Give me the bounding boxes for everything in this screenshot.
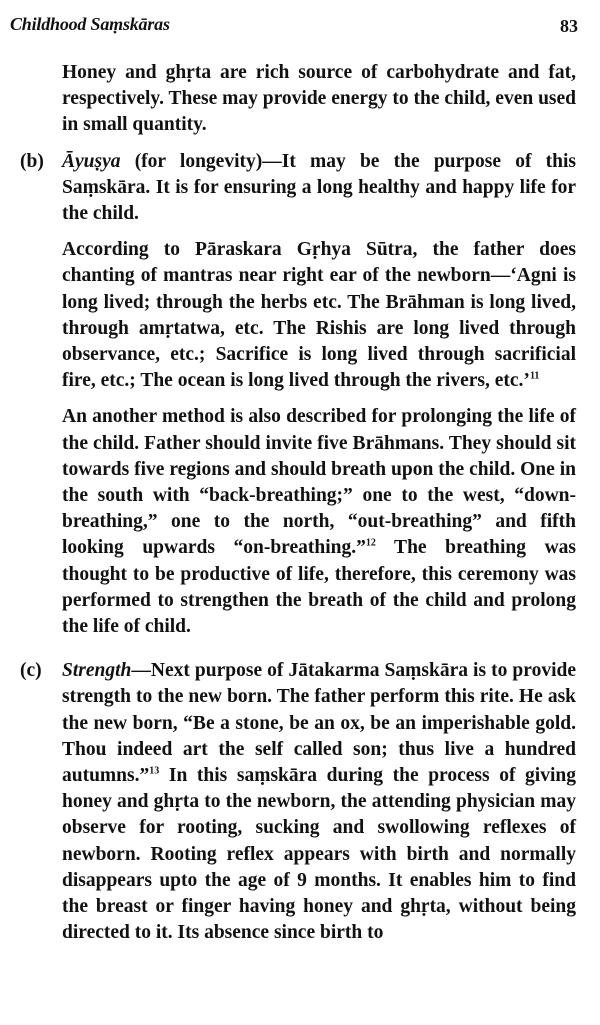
paragraph-b	[62, 149, 576, 228]
running-head: Childhood Saṃskāras	[10, 14, 170, 34]
list-item-c	[0, 658, 600, 946]
list-marker-c: (c)	[20, 660, 42, 682]
page-header	[10, 14, 578, 42]
footnote-ref-12: 12	[365, 537, 376, 549]
footnote-ref-11: 11	[529, 370, 540, 382]
paragraph-b-text: (for longevity)—It may be the purpose of this Saṃskāra. It is for ensuring a long healthy and happy life for the child.	[62, 150, 576, 225]
paragraph-c	[62, 658, 576, 946]
paragraph-intro: Honey and ghṛta are rich source of carbohydrate and fat, respectively. These may provide energy to the child, even used in small quantity.	[62, 62, 577, 136]
list-marker-b: (b)	[20, 150, 44, 172]
paragraph-b-2	[0, 237, 600, 394]
term-strength: Strength	[62, 660, 132, 682]
paragraph-b-3-text-1: An another method is also described for prolonging the life of the child. Father should invite five Brāhmans. They should sit towards five regions and should breath upon the child. One in the south with “back-breathing;” one to the west, “down-breathing,” one to the north, “out-breathing” and fifth looking upwards “on-breathing.”	[62, 406, 576, 559]
paragraph-b-3	[0, 404, 600, 640]
paragraph-c-text-2: In this saṃskāra during the process of giving honey and ghṛta to the newborn, the attending physician may observe for rooting, sucking and swollowing reflexes of newborn. Rooting reflex appears with birth and normally disappears upto the age of 9 months. It enables him to find the breast or finger having honey and ghṛta, without being directed to it. Its absence since birth to	[62, 765, 576, 944]
paragraph-b-2-text: According to Pāraskara Gṛhya Sūtra, the father does chanting of mantras near right ear of the newborn—‘Agni is long lived; through the herbs etc. The Brāhman is long lived, through amṛtatwa, etc. The Rishis are long lived through observance, etc.; Sacrifice is long lived through sacrificial fire, etc.; The ocean is long lived through the rivers, etc.’	[62, 239, 576, 392]
paragraph-b-3-text-2: The breathing was thought to be productive of life, therefore, this ceremony was performed to strengthen the breath of the child and prolong the life of child.	[62, 537, 576, 638]
term-ayusya: Āyuṣya	[62, 150, 121, 172]
page-number: 83	[560, 16, 578, 36]
body-text	[0, 60, 600, 947]
list-item-b	[0, 149, 600, 228]
footnote-ref-13: 13	[149, 765, 160, 777]
paragraph-c-text-1: —Next purpose of Jātakarma Saṃskāra is to provide strength to the new born. The father perform this rite. He ask the new born, “Be a stone, be an ox, be an imperishable gold. Thou indeed art the self called son; thus live a hundred autumns.”	[62, 660, 576, 787]
